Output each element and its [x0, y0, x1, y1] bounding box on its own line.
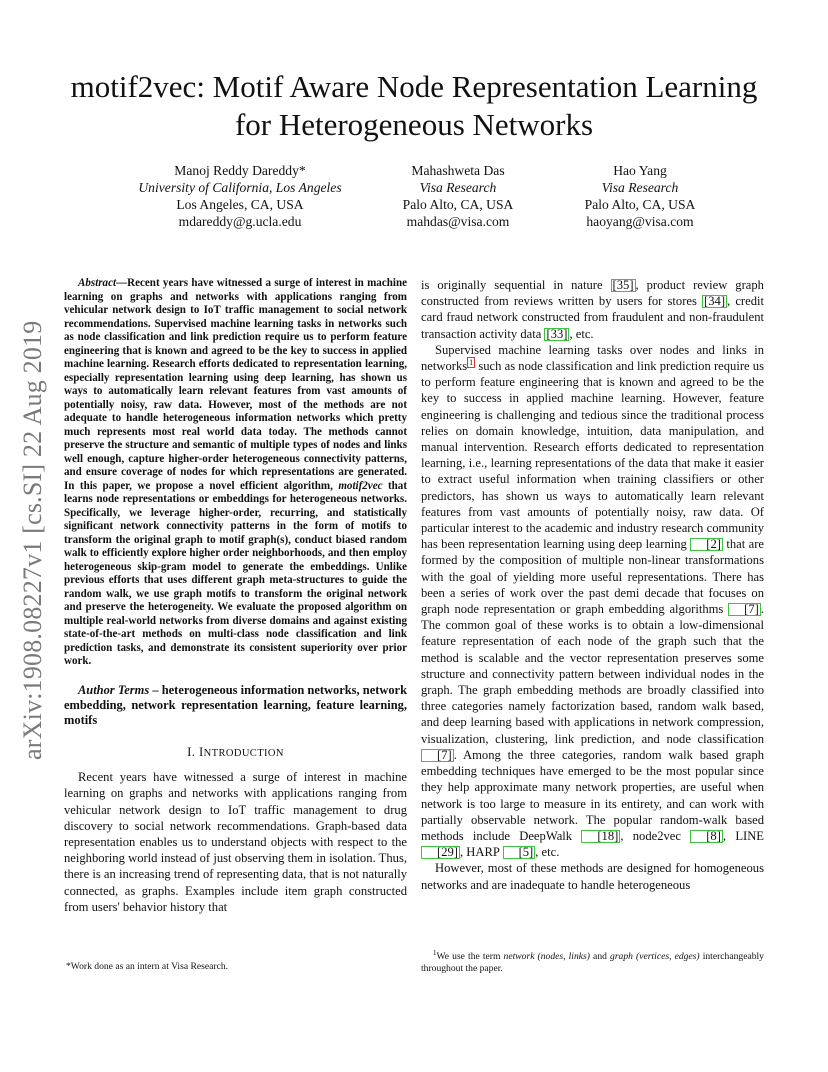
author-terms — [64, 683, 407, 729]
text-run: , LINE — [722, 828, 764, 843]
abstract-text-2: that learns node representations or embeddings for heterogeneous networks. Specifically, we leverage higher-order, recurring, and statistically significant network connectivity patterns in the form of motifs to transform the original graph to motif graph(s), conduct biased random walk to efficiently explore higher order neighborhoods, and then employ heterogeneous skip-gram model to generate the embeddings. Unlike previous efforts that uses different graph meta-structures to guide the random walk, we use graph motifs to transform the original network and preserve the heterogeneity. We evaluate the proposed algorithm on multiple real-world networks from diverse domains and against existing state-of-the-art methods on multi-class node classification and link prediction tasks, and demonstrate its consistent superiority over prior work. — [64, 479, 407, 667]
author-location: Palo Alto, CA, USA — [584, 197, 696, 212]
abstract-emphasis: motif2vec — [338, 479, 383, 492]
text-run: , credit card fraud network constructed from fraudulent and non-fraudulent transaction activity data — [421, 294, 764, 341]
footnote — [421, 947, 764, 975]
author-affiliation: Visa Research — [601, 180, 679, 195]
text-run: . The common goal of these works is to obtain a low-dimensional feature representation of each node of the graph such that the method is scalable and the vector representation preserves some structure and connectivity pattern between individual nodes in the graph. The graph embedding methods are broadly classified into three categories namely factorization based, random walk based, and deep learning based with applications in network compression, visualization, clustering, link prediction, and node classification — [421, 602, 764, 746]
section-number: I. — [187, 745, 196, 760]
text-run: interchangeably throughout the paper. — [421, 951, 764, 974]
citation-link[interactable]: [35] — [612, 278, 634, 292]
emphasis: graph (vertices, edges) — [610, 951, 700, 962]
paper-title: motif2vec: Motif Aware Node Representation Learning for Heterogeneous Networks — [70, 69, 758, 142]
abstract — [64, 277, 407, 669]
author-block — [100, 162, 380, 230]
body-paragraph — [421, 342, 764, 861]
author-name: Mahashweta Das — [411, 163, 505, 178]
citation-link[interactable]: [18] — [581, 830, 620, 843]
author-name: Hao Yang — [613, 163, 667, 178]
author-email: haoyang@visa.com — [586, 214, 694, 229]
text-run: We use the term — [436, 951, 504, 962]
author-location: Los Angeles, CA, USA — [176, 197, 304, 212]
citation-link[interactable]: [7] — [728, 603, 761, 616]
section-heading — [64, 745, 407, 760]
text-run: , node2vec — [620, 828, 691, 843]
text-run: . Among the three categories, random walk based graph embedding techniques have emerged to be the most popular since they help approximate many network properties, are useful when network is too large to measure in its entirety, and can work with partially observable network. The popular random-walk based methods include DeepWalk — [421, 747, 764, 843]
author-email: mdareddy@g.ucla.edu — [178, 214, 302, 229]
arxiv-identifier: arXiv:1908.08227v1 [cs.SI] 22 Aug 2019 — [18, 320, 47, 760]
author-block — [540, 162, 740, 230]
author-name: Manoj Reddy Dareddy* — [174, 163, 306, 178]
citation-link[interactable]: [33] — [546, 326, 568, 341]
body-paragraph: However, most of these methods are designed for homogeneous networks and are inadequate to handle heterogeneous — [421, 861, 764, 892]
footnote-mark: 1 — [433, 949, 437, 957]
text-run: such as node classification and link prediction require us to perform feature engineering that is known and agreed to be the key to success in applied machine learning. However, feature engineering is challenging and tedious since the traditional process relies on domain knowledge, intuition, data manipulation, and manual intervention. Research efforts dedicated to representation learning, i.e., learning representations of the data that make it easier to extract useful information when training classifiers or other predictors, has shown us ways to automatically learn relevant features from vast amounts of potentially noisy, raw data. Of particular interest to the academic and industry research community has been representation learning using deep learning — [421, 359, 764, 552]
footnote: *Work done as an intern at Visa Research. — [66, 961, 229, 972]
left-column — [64, 277, 407, 915]
footnote-link[interactable]: 1 — [469, 358, 474, 368]
abstract-text: —Recent years have witnessed a surge of interest in machine learning on graphs and networks with applications ranging from vehicular network design to IoT traffic management to social network recommendations. Supervised machine learning tasks in networks such as node classification and link prediction require us to perform feature engineering that is known and agreed to be the key to success in applied machine learning. Research efforts dedicated to representation learning, especially representation learning using deep learning, has shown us ways to automatically learn relevant features from vast amounts of potentially noisy, raw data. However, most of the methods are not adequate to handle heterogeneous information networks which pretty much represents most real world data today. The methods cannot preserve the structure and semantic of multiple types of nodes and links well enough, capture higher-order heterogeneous connectivity patterns, and ensure coverage of nodes for which representations are generated. In this paper, we propose a novel efficient algorithm, — [64, 277, 407, 492]
emphasis: network (nodes, links) — [503, 951, 590, 962]
terms-separator: – — [149, 682, 162, 697]
author-block — [358, 162, 558, 230]
terms-label: Author Terms — [78, 682, 150, 697]
citation-link[interactable]: [34] — [704, 294, 726, 309]
citation-link[interactable]: [2] — [690, 538, 723, 551]
right-column — [421, 277, 764, 893]
text-run: , etc. — [569, 326, 594, 341]
text-run: is originally sequential in nature — [421, 278, 611, 292]
abstract-label: Abstract — [78, 277, 117, 289]
intro-paragraph: Recent years have witnessed a surge of interest in machine learning on graphs and networks with applications ranging from vehicular network design to IoT traffic management to drug discovery to social network recommendations. Graph-based data representation enables us to understand objects with respect to the neighboring world instead of just observing them in isolation. Thus, there is an increasing trend of representing data, that is not naturally connected, as graphs. Examples include item graph constructed from users' behavior history that — [64, 770, 407, 914]
text-run: and — [589, 951, 611, 962]
author-email: mahdas@visa.com — [406, 214, 510, 229]
text-run: that are formed by the composition of multiple non-linear transformations with the goal of yielding more useful representations. There has been a series of work over the past demi decade that focuses on graph node representation or graph embedding algorithms — [421, 537, 764, 617]
text-run: , etc. — [535, 845, 560, 860]
citation-link[interactable]: [8] — [690, 830, 723, 843]
author-affiliation: Visa Research — [419, 180, 497, 195]
citation-link[interactable]: [29] — [421, 846, 460, 859]
text-run: , HARP — [459, 845, 503, 860]
author-affiliation: University of California, Los Angeles — [138, 180, 342, 195]
terms-text: heterogeneous information networks, network embedding, network representation learning, feature learning, motifs — [64, 682, 407, 727]
body-paragraph — [421, 277, 764, 342]
section-title-rest: NTRODUCTION — [203, 748, 284, 760]
author-location: Palo Alto, CA, USA — [402, 197, 514, 212]
text-run: Supervised machine learning tasks over nodes and links in networks — [421, 342, 764, 374]
citation-link[interactable]: [7] — [421, 749, 454, 762]
text-run: , product review graph constructed from reviews written by users for stores — [421, 278, 764, 309]
section-title-initial: I — [198, 745, 204, 760]
citation-link[interactable]: [5] — [503, 846, 536, 859]
